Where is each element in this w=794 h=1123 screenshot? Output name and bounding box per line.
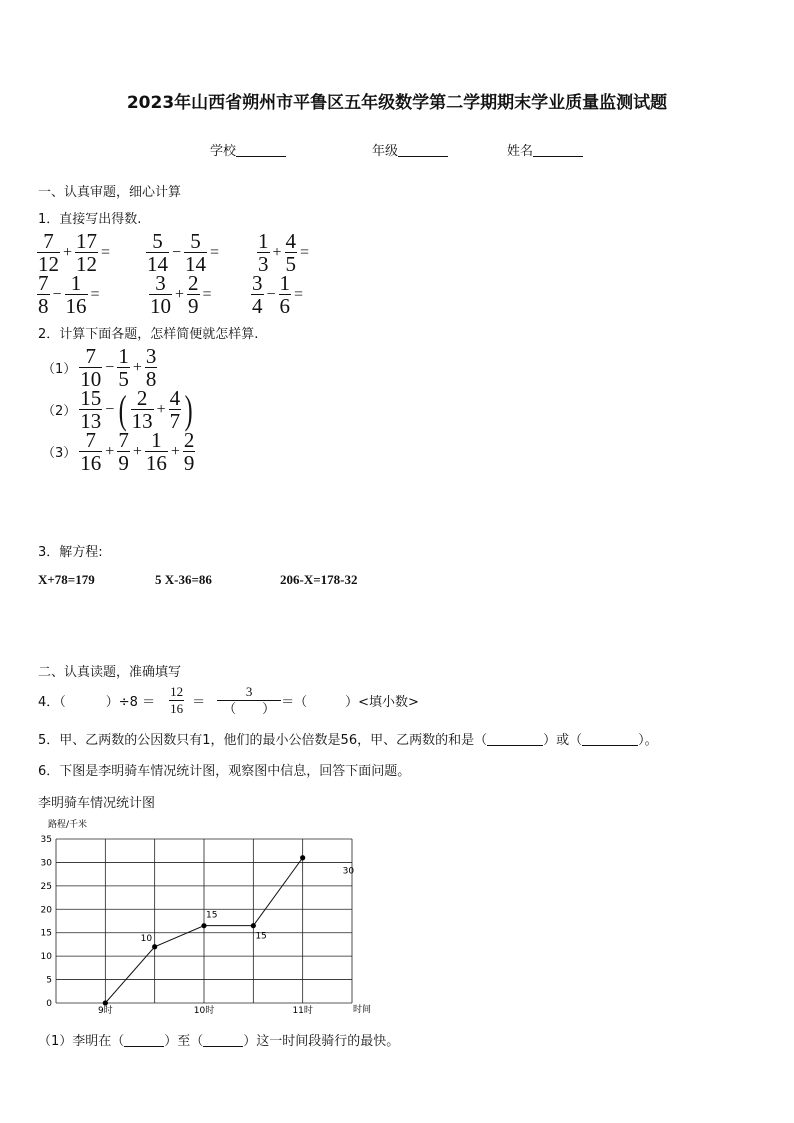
q1-equals: = <box>202 285 212 303</box>
section2-heading: 二、认真读题，准确填写 <box>38 665 182 680</box>
data-point <box>251 923 256 928</box>
school-label: 学校 <box>210 144 237 159</box>
q6-1-blank-1[interactable] <box>124 1034 164 1047</box>
y-tick-label: 10 <box>40 952 52 963</box>
section1-heading: 一、认真审题，细心计算 <box>38 185 182 200</box>
q1-item <box>250 272 305 317</box>
q4-frac1-den: 16 <box>170 701 184 716</box>
q1-fraction-a-denominator: 3 <box>258 252 269 276</box>
q2-fraction-numerator: 2 <box>136 386 148 410</box>
q6-1-row <box>38 1030 399 1049</box>
q2-item-tag: （3） <box>42 446 77 461</box>
grade-field <box>372 140 448 159</box>
q1-fraction-a-numerator: 7 <box>43 229 54 253</box>
q1-fraction-b-denominator: 6 <box>279 294 291 318</box>
data-point <box>300 855 305 860</box>
q1-fraction-a <box>257 230 270 275</box>
q2-operator: + <box>170 442 180 460</box>
q1-item <box>36 230 112 275</box>
q2-fraction <box>79 387 102 432</box>
q2-fraction <box>169 387 182 432</box>
y-tick-label: 0 <box>46 999 52 1009</box>
q1-fraction-a-numerator: 7 <box>38 271 49 295</box>
q2-fraction-numerator: 1 <box>118 344 129 368</box>
right-paren: ) <box>184 386 193 432</box>
q1-fraction-a <box>149 272 172 317</box>
q2-item-tag: （1） <box>42 362 77 377</box>
q1-operator: − <box>52 285 62 303</box>
q1-fraction-a-numerator: 1 <box>258 229 269 253</box>
q1-fraction-a-numerator: 5 <box>152 229 163 253</box>
q2-fraction-denominator: 9 <box>118 451 129 475</box>
q1-equals: = <box>101 243 111 261</box>
grade-blank[interactable] <box>398 144 448 157</box>
q2-fraction-denominator: 7 <box>169 409 181 433</box>
data-label: 30 <box>342 866 355 877</box>
q1-fraction-b <box>285 230 298 275</box>
q1-fraction-a-denominator: 4 <box>252 294 263 318</box>
equation-2: 5 X-36=86 <box>155 572 212 587</box>
q1-fraction-b-denominator: 12 <box>76 252 98 276</box>
q1-equals: = <box>90 285 100 303</box>
equation-1: X+78=179 <box>38 572 95 587</box>
q2-fraction-numerator: 3 <box>145 344 157 368</box>
q4-tail-1: ＝（ <box>281 695 308 710</box>
q2-operator: + <box>105 442 115 460</box>
chart-xlabel: 时间 <box>353 1005 372 1015</box>
q1-fraction-a <box>251 272 264 317</box>
q2-item-tag: （2） <box>42 404 77 419</box>
q1-fraction-b-numerator: 2 <box>188 271 199 295</box>
data-label: 10 <box>140 933 153 944</box>
q5-mid: ）或（ <box>543 733 583 748</box>
q1-fraction-b <box>65 272 88 317</box>
q1-fraction-b-numerator: 1 <box>279 271 291 295</box>
q2-fraction-numerator: 15 <box>80 386 102 410</box>
q2-operator: + <box>132 442 142 460</box>
y-tick-label: 5 <box>46 975 52 986</box>
q4-frac2-num: 3 <box>245 684 253 699</box>
q5-row <box>38 729 658 748</box>
q2-fraction-numerator: 1 <box>151 428 162 452</box>
q1-fraction-a <box>37 230 60 275</box>
q2-fraction-numerator: 7 <box>85 344 97 368</box>
q3-label: 3．解方程: <box>38 545 103 560</box>
y-tick-label: 25 <box>40 881 52 892</box>
q2-fraction-numerator: 7 <box>85 428 97 452</box>
q4-fraction-2 <box>217 684 281 717</box>
q2-fraction-denominator: 16 <box>145 451 167 475</box>
q1-item <box>145 230 221 275</box>
q4-tail-2: ）<填小数> <box>345 695 419 710</box>
data-point <box>152 944 157 949</box>
q1-fraction-b-denominator: 16 <box>65 294 87 318</box>
q2-fraction-denominator: 5 <box>118 367 129 391</box>
q2-fraction <box>117 345 130 390</box>
x-tick-label: 10时 <box>193 1006 215 1016</box>
q2-operator: + <box>156 400 166 418</box>
school-field <box>210 140 286 159</box>
q6-label: 6．下图是李明骑车情况统计图，观察图中信息，回答下面问题。 <box>38 764 411 779</box>
q4-frac2-den[interactable]: （ ） <box>217 700 281 717</box>
q1-fraction-a-denominator: 12 <box>38 252 59 276</box>
left-paren: ( <box>118 386 127 432</box>
q2-fraction-numerator: 4 <box>169 386 181 410</box>
q1-equals: = <box>294 285 304 303</box>
q2-operator: − <box>105 400 115 418</box>
q1-fraction-a-denominator: 8 <box>38 294 49 318</box>
q2-fraction-numerator: 7 <box>118 428 129 452</box>
q1-item <box>148 272 214 317</box>
q2-fraction <box>131 387 154 432</box>
page-title: 2023年山西省朔州市平鲁区五年级数学第二学期期末学业质量监测试题 <box>126 93 668 113</box>
chart-ylabel: 路程/千米 <box>48 820 88 830</box>
q2-fraction-denominator: 13 <box>80 409 102 433</box>
q1-fraction-b <box>184 230 207 275</box>
q5-blank-2[interactable] <box>582 733 638 746</box>
q2-fraction <box>145 429 168 474</box>
q4-number: 4．（ <box>38 695 66 710</box>
q1-fraction-b <box>75 230 98 275</box>
q4-frac1-num: 12 <box>170 684 184 699</box>
q1-fraction-b-numerator: 5 <box>190 229 201 253</box>
chart-title: 李明骑车情况统计图 <box>38 796 156 811</box>
y-tick-label: 15 <box>40 928 52 939</box>
q2-fraction-denominator: 8 <box>145 367 157 391</box>
q1-operator: + <box>272 243 282 261</box>
name-label: 姓名 <box>507 144 534 159</box>
q2-fraction <box>183 429 196 474</box>
q1-equals: = <box>300 243 310 261</box>
q2-fraction-denominator: 16 <box>80 451 102 475</box>
x-tick-label: 9时 <box>97 1006 113 1016</box>
q1-label: 1．直接写出得数. <box>38 212 142 227</box>
q1-fraction-b-numerator: 17 <box>76 229 98 253</box>
q2-fraction <box>145 345 158 390</box>
x-tick-label: 11时 <box>292 1006 313 1016</box>
q5-text: 5．甲、乙两数的公因数只有1，他们的最小公倍数是56，甲、乙两数的和是（ <box>38 733 488 748</box>
q1-operator: − <box>266 285 276 303</box>
q2-item <box>42 387 196 432</box>
q1-fraction-a-denominator: 14 <box>147 252 168 276</box>
q1-item <box>36 272 102 317</box>
q1-operator: + <box>175 285 185 303</box>
data-point <box>201 923 206 928</box>
name-field <box>507 140 583 159</box>
q6-1-blank-2[interactable] <box>203 1034 243 1047</box>
q4-row <box>38 684 419 717</box>
q1-fraction-b-numerator: 4 <box>285 229 297 253</box>
q5-end: ）。 <box>638 733 658 748</box>
q1-fraction-b <box>279 272 292 317</box>
q1-fraction-a <box>37 272 50 317</box>
q2-fraction <box>79 345 102 390</box>
q2-fraction-numerator: 2 <box>183 428 195 452</box>
school-blank[interactable] <box>236 144 286 157</box>
name-blank[interactable] <box>533 144 583 157</box>
q2-fraction <box>79 429 102 474</box>
q1-fraction-a-numerator: 3 <box>252 271 263 295</box>
q2-fraction <box>117 429 130 474</box>
q1-equals: = <box>210 243 220 261</box>
q1-fraction-a <box>146 230 169 275</box>
q1-fraction-b-denominator: 9 <box>188 294 199 318</box>
line-chart <box>30 815 390 1020</box>
q2-fraction-denominator: 9 <box>183 451 195 475</box>
q2-operator: + <box>132 358 142 376</box>
q6-1-text-2: ）至（ <box>164 1034 204 1049</box>
q5-blank-1[interactable] <box>487 733 543 746</box>
y-tick-label: 20 <box>40 905 52 916</box>
y-tick-label: 30 <box>40 858 52 869</box>
q4-fraction-1 <box>169 684 184 717</box>
q2-item <box>42 429 196 474</box>
q1-item <box>256 230 311 275</box>
data-label: 15 <box>206 910 218 921</box>
q6-1-text-1: （1）李明在（ <box>38 1034 125 1049</box>
q1-operator: + <box>63 243 73 261</box>
q1-fraction-b-numerator: 1 <box>70 271 82 295</box>
q2-operator: − <box>105 358 115 376</box>
y-tick-label: 35 <box>40 835 52 845</box>
q1-fraction-a-denominator: 10 <box>150 294 171 318</box>
data-label: 15 <box>255 931 267 942</box>
q4-eq: ＝ <box>192 695 206 710</box>
q2-label: 2．计算下面各题，怎样简便就怎样算. <box>38 327 259 342</box>
data-point <box>103 1000 108 1005</box>
q1-fraction-a-numerator: 3 <box>155 271 166 295</box>
q6-1-text-3: ）这一时间段骑行的最快。 <box>243 1034 400 1049</box>
q4-div: ）÷8 ＝ <box>105 695 156 710</box>
q1-fraction-b-denominator: 14 <box>185 252 207 276</box>
q2-item <box>42 345 158 390</box>
q2-fraction-denominator: 13 <box>131 409 153 433</box>
equation-3: 206-X=178-32 <box>280 572 358 587</box>
q1-fraction-b-denominator: 5 <box>285 252 297 276</box>
q1-fraction-b <box>187 272 200 317</box>
q1-operator: − <box>172 243 182 261</box>
grade-label: 年级 <box>372 144 399 159</box>
q2-fraction-denominator: 10 <box>80 367 102 391</box>
